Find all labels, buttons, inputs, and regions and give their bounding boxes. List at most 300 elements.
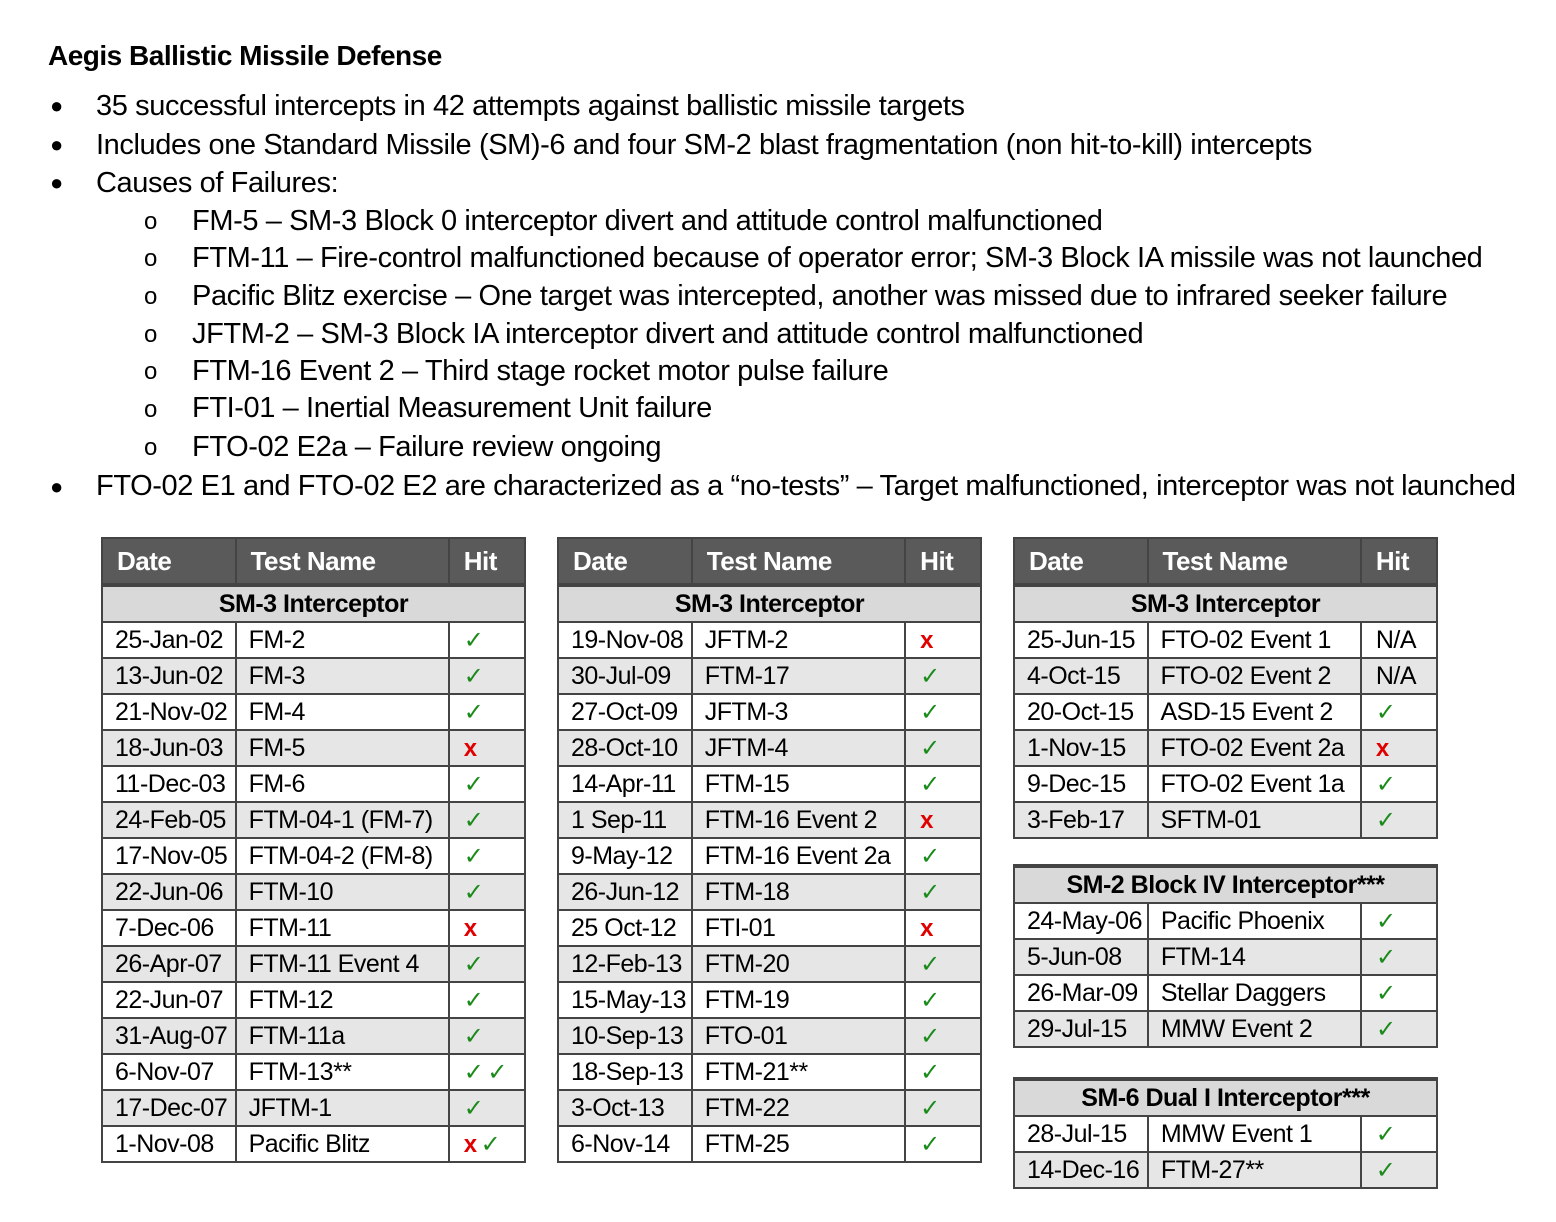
hit-cell [1361, 802, 1437, 838]
hit-mark [464, 698, 488, 726]
sub-bullet-circle: o [144, 245, 158, 272]
hit-mark [1376, 943, 1400, 971]
hit-mark [1376, 1120, 1400, 1148]
table-row [558, 766, 981, 802]
date-cell: 25-Jun-15 [1014, 622, 1148, 658]
date-cell: 14-Dec-16 [1014, 1152, 1148, 1188]
section-row [1014, 585, 1437, 622]
test-name-header: Test Name [1148, 538, 1361, 585]
check-icon: ✓ [920, 1022, 940, 1050]
date-cell: 13-Jun-02 [102, 658, 236, 694]
hit-mark [920, 1058, 944, 1086]
table-row [558, 622, 981, 658]
test-name-cell: FTM-17 [692, 658, 905, 694]
table-row [102, 622, 525, 658]
sm6-table [1013, 1077, 1438, 1189]
test-name-cell: Pacific Phoenix [1148, 903, 1361, 939]
test-name-cell: JFTM-4 [692, 730, 905, 766]
table-row [102, 1126, 525, 1162]
sub-bullet-circle: o [144, 321, 158, 348]
section-row [558, 585, 981, 622]
date-cell: 6-Nov-07 [102, 1054, 236, 1090]
test-name-cell: FTO-02 Event 1 [1148, 622, 1361, 658]
test-name-cell: FTO-02 Event 2a [1148, 730, 1361, 766]
date-cell: 21-Nov-02 [102, 694, 236, 730]
test-name-cell: FM-5 [236, 730, 449, 766]
date-cell: 3-Feb-17 [1014, 802, 1148, 838]
test-name-cell: FTM-19 [692, 982, 905, 1018]
check-icon: ✓ [463, 878, 484, 906]
table-row [102, 658, 525, 694]
test-name-cell: FTM-16 Event 2a [692, 838, 905, 874]
table-row [102, 1018, 525, 1054]
date-cell: 24-May-06 [1014, 903, 1148, 939]
failure-item: FTI-01 – Inertial Measurement Unit failure [192, 392, 712, 424]
hit-mark [920, 842, 944, 870]
test-name-cell: FTM-04-2 (FM-8) [236, 838, 449, 874]
date-cell: 5-Jun-08 [1014, 939, 1148, 975]
test-name-cell: FM-2 [236, 622, 449, 658]
section-title: SM-3 Interceptor [1014, 585, 1437, 622]
table-row [1014, 694, 1437, 730]
hit-mark [464, 878, 488, 906]
date-cell: 1 Sep-11 [558, 802, 692, 838]
test-name-cell: FTM-14 [1148, 939, 1361, 975]
date-cell: 9-Dec-15 [1014, 766, 1148, 802]
date-cell: 1-Nov-15 [1014, 730, 1148, 766]
table-header-row [558, 538, 981, 585]
check-icon: ✓ [1375, 1156, 1396, 1184]
table-row [102, 874, 525, 910]
hit-mark [464, 950, 488, 978]
hit-mark [1376, 907, 1400, 935]
table-row [558, 1018, 981, 1054]
date-cell: 1-Nov-08 [102, 1126, 236, 1162]
hit-cell [1361, 1152, 1437, 1188]
table-row [102, 1090, 525, 1126]
test-name-cell: FM-4 [236, 694, 449, 730]
check-icon: ✓ [463, 950, 484, 978]
date-cell: 20-Oct-15 [1014, 694, 1148, 730]
hit-mark [464, 734, 481, 762]
hit-cell [905, 1090, 981, 1126]
test-name-cell: SFTM-01 [1148, 802, 1361, 838]
hit-mark [464, 626, 488, 654]
hit-mark [920, 770, 944, 798]
table-row [102, 802, 525, 838]
date-header: Date [1014, 538, 1148, 585]
sm2-table [1013, 864, 1438, 1048]
hit-cell [449, 766, 525, 802]
date-cell: 25-Jan-02 [102, 622, 236, 658]
table-row [1014, 658, 1437, 694]
date-cell: 9-May-12 [558, 838, 692, 874]
table-row [1014, 939, 1437, 975]
bullet-item: Includes one Standard Missile (SM)-6 and four SM-2 blast fragmentation (non hit-to-kill) intercepts [96, 129, 1313, 161]
check-icon: ✓ [920, 986, 940, 1014]
table-row [558, 730, 981, 766]
miss-mark: x [463, 1130, 477, 1158]
date-cell: 28-Oct-10 [558, 730, 692, 766]
test-name-cell: JFTM-3 [692, 694, 905, 730]
hit-cell [1361, 766, 1437, 802]
sub-bullet-circle: o [144, 358, 158, 385]
section-title: SM-2 Block IV Interceptor*** [1014, 866, 1437, 903]
miss-mark: x [920, 626, 934, 654]
hit-cell [449, 658, 525, 694]
hit-cell [905, 766, 981, 802]
sub-bullet-circle: o [144, 396, 158, 423]
table-row [1014, 975, 1437, 1011]
section-row [1014, 1079, 1437, 1116]
bullet-dot: ● [50, 132, 64, 157]
bullet-item: Causes of Failures: [96, 167, 339, 199]
test-name-cell: FTM-22 [692, 1090, 905, 1126]
hit-cell [905, 874, 981, 910]
check-icon: ✓ [1375, 1120, 1396, 1148]
hit-mark [920, 950, 944, 978]
check-icon: ✓ [463, 626, 484, 654]
bullet-dot: ● [50, 474, 64, 499]
hit-cell [1361, 903, 1437, 939]
test-name-cell: FTM-11 [236, 910, 449, 946]
hit-mark [920, 626, 937, 654]
hit-mark [464, 662, 488, 690]
table-row [558, 694, 981, 730]
date-cell: 25 Oct-12 [558, 910, 692, 946]
date-cell: 22-Jun-06 [102, 874, 236, 910]
check-icon: ✓ [463, 770, 484, 798]
hit-header: Hit [905, 538, 981, 585]
hit-cell [905, 910, 981, 946]
check-icon: ✓ [920, 662, 940, 690]
test-name-cell: FTM-10 [236, 874, 449, 910]
sub-bullet-circle: o [144, 283, 158, 310]
test-name-cell: JFTM-1 [236, 1090, 449, 1126]
hit-cell [905, 622, 981, 658]
bullet-dot: ● [50, 170, 64, 195]
hit-mark [1376, 698, 1400, 726]
sub-bullet-circle: o [144, 208, 158, 235]
hit-cell [1361, 694, 1437, 730]
hit-cell [449, 802, 525, 838]
hit-cell [905, 1126, 981, 1162]
check-icon: ✓ [920, 1094, 940, 1122]
table-row [1014, 1152, 1437, 1188]
check-icon: ✓ [920, 1058, 940, 1086]
check-icon: ✓ [463, 986, 484, 1014]
table-header-row [1014, 538, 1437, 585]
check-icon: ✓ [1375, 907, 1396, 935]
miss-mark: x [920, 914, 934, 942]
hit-cell [449, 730, 525, 766]
table-row [558, 1126, 981, 1162]
table-row [102, 694, 525, 730]
table-row [558, 1090, 981, 1126]
hit-mark [1376, 1156, 1400, 1184]
date-cell: 10-Sep-13 [558, 1018, 692, 1054]
test-name-cell: FM-6 [236, 766, 449, 802]
check-icon: ✓ [463, 842, 484, 870]
test-name-cell: FTM-04-1 (FM-7) [236, 802, 449, 838]
table-row [1014, 802, 1437, 838]
hit-cell [1361, 1011, 1437, 1047]
table-row [1014, 903, 1437, 939]
failure-item: JFTM-2 – SM-3 Block IA interceptor divert and attitude control malfunctioned [192, 318, 1144, 350]
failure-item: FTO-02 E2a – Failure review ongoing [192, 431, 662, 463]
hit-cell [449, 1018, 525, 1054]
bullet-item: 35 successful intercepts in 42 attempts against ballistic missile targets [96, 90, 965, 122]
sm3-table-3 [1013, 537, 1438, 839]
check-icon: ✓ [1375, 770, 1396, 798]
miss-mark: x [463, 734, 477, 762]
table-row [102, 982, 525, 1018]
date-cell: 14-Apr-11 [558, 766, 692, 802]
hit-cell [449, 1126, 525, 1162]
table-row [1014, 766, 1437, 802]
date-cell: 3-Oct-13 [558, 1090, 692, 1126]
failure-item: FTM-16 Event 2 – Third stage rocket motor pulse failure [192, 355, 889, 387]
hit-cell [905, 802, 981, 838]
hit-mark [464, 1094, 488, 1122]
hit-cell [1361, 622, 1437, 658]
date-cell: 11-Dec-03 [102, 766, 236, 802]
check-icon: ✓ [487, 1058, 507, 1086]
check-icon: ✓ [463, 698, 484, 726]
date-cell: 27-Oct-09 [558, 694, 692, 730]
hit-mark [464, 1022, 488, 1050]
table-row [558, 982, 981, 1018]
bullet-item: FTO-02 E1 and FTO-02 E2 are characterized as a “no-tests” – Target malfunctioned, interceptor was not launched [96, 470, 1516, 502]
check-icon: ✓ [920, 842, 940, 870]
hit-cell [449, 694, 525, 730]
hit-mark [1376, 806, 1400, 834]
sm3-table-2 [557, 537, 982, 1163]
failure-item: FM-5 – SM-3 Block 0 interceptor divert and attitude control malfunctioned [192, 205, 1103, 237]
date-cell: 29-Jul-15 [1014, 1011, 1148, 1047]
sm3-table-1 [101, 537, 526, 1163]
date-cell: 26-Jun-12 [558, 874, 692, 910]
test-name-cell: Pacific Blitz [236, 1126, 449, 1162]
hit-cell [449, 982, 525, 1018]
test-name-cell: FTO-01 [692, 1018, 905, 1054]
test-name-cell: FTI-01 [692, 910, 905, 946]
check-icon: ✓ [463, 1094, 484, 1122]
hit-cell [1361, 1116, 1437, 1152]
date-cell: 4-Oct-15 [1014, 658, 1148, 694]
test-name-cell: MMW Event 2 [1148, 1011, 1361, 1047]
date-cell: 31-Aug-07 [102, 1018, 236, 1054]
failure-item: Pacific Blitz exercise – One target was intercepted, another was missed due to infrared seeker failure [192, 280, 1448, 312]
test-name-cell: Stellar Daggers [1148, 975, 1361, 1011]
date-cell: 26-Mar-09 [1014, 975, 1148, 1011]
check-icon: ✓ [1375, 1015, 1396, 1043]
table-row [558, 802, 981, 838]
hit-cell [449, 910, 525, 946]
table-row [558, 874, 981, 910]
page-title: Aegis Ballistic Missile Defense [48, 40, 442, 71]
hit-mark [1376, 770, 1400, 798]
hit-cell [905, 730, 981, 766]
test-name-cell: FTM-12 [236, 982, 449, 1018]
hit-mark [920, 1094, 944, 1122]
test-name-cell: MMW Event 1 [1148, 1116, 1361, 1152]
miss-mark: x [920, 806, 934, 834]
hit-cell [1361, 658, 1437, 694]
table-row [558, 910, 981, 946]
hit-mark [920, 734, 944, 762]
table-row [102, 946, 525, 982]
check-icon: ✓ [920, 1130, 940, 1158]
table-row [102, 1054, 525, 1090]
hit-mark [920, 698, 944, 726]
hit-cell [1361, 975, 1437, 1011]
hit-mark: N/A [1375, 625, 1417, 654]
date-cell: 18-Sep-13 [558, 1054, 692, 1090]
table-row [1014, 730, 1437, 766]
hit-mark [464, 1058, 511, 1086]
date-header: Date [102, 538, 236, 585]
date-cell: 7-Dec-06 [102, 910, 236, 946]
hit-cell [905, 658, 981, 694]
hit-header: Hit [1361, 538, 1437, 585]
check-icon: ✓ [1375, 698, 1396, 726]
table-row [558, 946, 981, 982]
hit-cell [449, 874, 525, 910]
hit-cell [905, 838, 981, 874]
miss-mark: x [1375, 734, 1389, 762]
hit-mark [1376, 979, 1400, 1007]
date-cell: 19-Nov-08 [558, 622, 692, 658]
test-name-cell: FTM-11a [236, 1018, 449, 1054]
failure-item: FTM-11 – Fire-control malfunctioned because of operator error; SM-3 Block IA missile was not launched [192, 242, 1483, 274]
hit-cell [449, 1090, 525, 1126]
check-icon: ✓ [463, 1022, 484, 1050]
hit-cell [1361, 730, 1437, 766]
test-name-header: Test Name [236, 538, 449, 585]
date-header: Date [558, 538, 692, 585]
hit-cell [905, 694, 981, 730]
table-row [1014, 622, 1437, 658]
hit-mark [464, 770, 488, 798]
hit-mark [464, 986, 488, 1014]
test-name-header: Test Name [692, 538, 905, 585]
date-cell: 30-Jul-09 [558, 658, 692, 694]
test-name-cell: FTM-20 [692, 946, 905, 982]
test-name-cell: JFTM-2 [692, 622, 905, 658]
check-icon: ✓ [920, 878, 940, 906]
bullet-dot: ● [50, 93, 64, 118]
test-name-cell: FTM-11 Event 4 [236, 946, 449, 982]
table-row [558, 658, 981, 694]
date-cell: 26-Apr-07 [102, 946, 236, 982]
hit-mark [464, 914, 481, 942]
date-cell: 22-Jun-07 [102, 982, 236, 1018]
hit-mark [920, 806, 937, 834]
hit-mark [464, 842, 488, 870]
check-icon: ✓ [920, 950, 940, 978]
hit-mark [920, 1022, 944, 1050]
hit-cell [449, 1054, 525, 1090]
check-icon: ✓ [463, 806, 484, 834]
section-row [102, 585, 525, 622]
hit-cell [1361, 939, 1437, 975]
hit-cell [905, 946, 981, 982]
check-icon: ✓ [1375, 806, 1396, 834]
sub-bullet-circle: o [144, 434, 158, 461]
check-icon: ✓ [480, 1130, 501, 1158]
hit-header: Hit [449, 538, 525, 585]
hit-mark: N/A [1375, 661, 1417, 690]
hit-mark [464, 806, 488, 834]
table-header-row [102, 538, 525, 585]
table-row [102, 910, 525, 946]
section-title: SM-3 Interceptor [558, 585, 981, 622]
table-row [558, 838, 981, 874]
date-cell: 6-Nov-14 [558, 1126, 692, 1162]
hit-cell [905, 1018, 981, 1054]
check-icon: ✓ [920, 770, 940, 798]
hit-cell [905, 1054, 981, 1090]
table-row [558, 1054, 981, 1090]
section-title: SM-3 Interceptor [102, 585, 525, 622]
test-name-cell: FTO-02 Event 2 [1148, 658, 1361, 694]
hit-cell [449, 838, 525, 874]
hit-mark [1376, 1015, 1400, 1043]
check-icon: ✓ [1375, 943, 1396, 971]
test-name-cell: ASD-15 Event 2 [1148, 694, 1361, 730]
check-icon: ✓ [463, 1058, 484, 1086]
test-name-cell: FTM-13** [236, 1054, 449, 1090]
date-cell: 17-Nov-05 [102, 838, 236, 874]
hit-mark [920, 662, 944, 690]
date-cell: 12-Feb-13 [558, 946, 692, 982]
table-row [1014, 1116, 1437, 1152]
check-icon: ✓ [1375, 979, 1396, 1007]
hit-mark [920, 878, 944, 906]
check-icon: ✓ [920, 698, 940, 726]
hit-mark [464, 1130, 504, 1158]
check-icon: ✓ [463, 662, 484, 690]
hit-cell [449, 622, 525, 658]
date-cell: 24-Feb-05 [102, 802, 236, 838]
hit-mark [920, 986, 944, 1014]
check-icon: ✓ [920, 734, 940, 762]
table-row [1014, 1011, 1437, 1047]
hit-mark [920, 914, 937, 942]
test-name-cell: FTM-16 Event 2 [692, 802, 905, 838]
test-name-cell: FTM-25 [692, 1126, 905, 1162]
section-row [1014, 866, 1437, 903]
test-name-cell: FM-3 [236, 658, 449, 694]
date-cell: 18-Jun-03 [102, 730, 236, 766]
test-name-cell: FTM-27** [1148, 1152, 1361, 1188]
test-name-cell: FTM-18 [692, 874, 905, 910]
table-row [102, 838, 525, 874]
date-cell: 15-May-13 [558, 982, 692, 1018]
test-name-cell: FTM-21** [692, 1054, 905, 1090]
miss-mark: x [463, 914, 477, 942]
hit-cell [449, 946, 525, 982]
hit-cell [905, 982, 981, 1018]
test-name-cell: FTO-02 Event 1a [1148, 766, 1361, 802]
date-cell: 17-Dec-07 [102, 1090, 236, 1126]
date-cell: 28-Jul-15 [1014, 1116, 1148, 1152]
test-name-cell: FTM-15 [692, 766, 905, 802]
hit-mark [920, 1130, 944, 1158]
table-row [102, 730, 525, 766]
section-title: SM-6 Dual I Interceptor*** [1014, 1079, 1437, 1116]
